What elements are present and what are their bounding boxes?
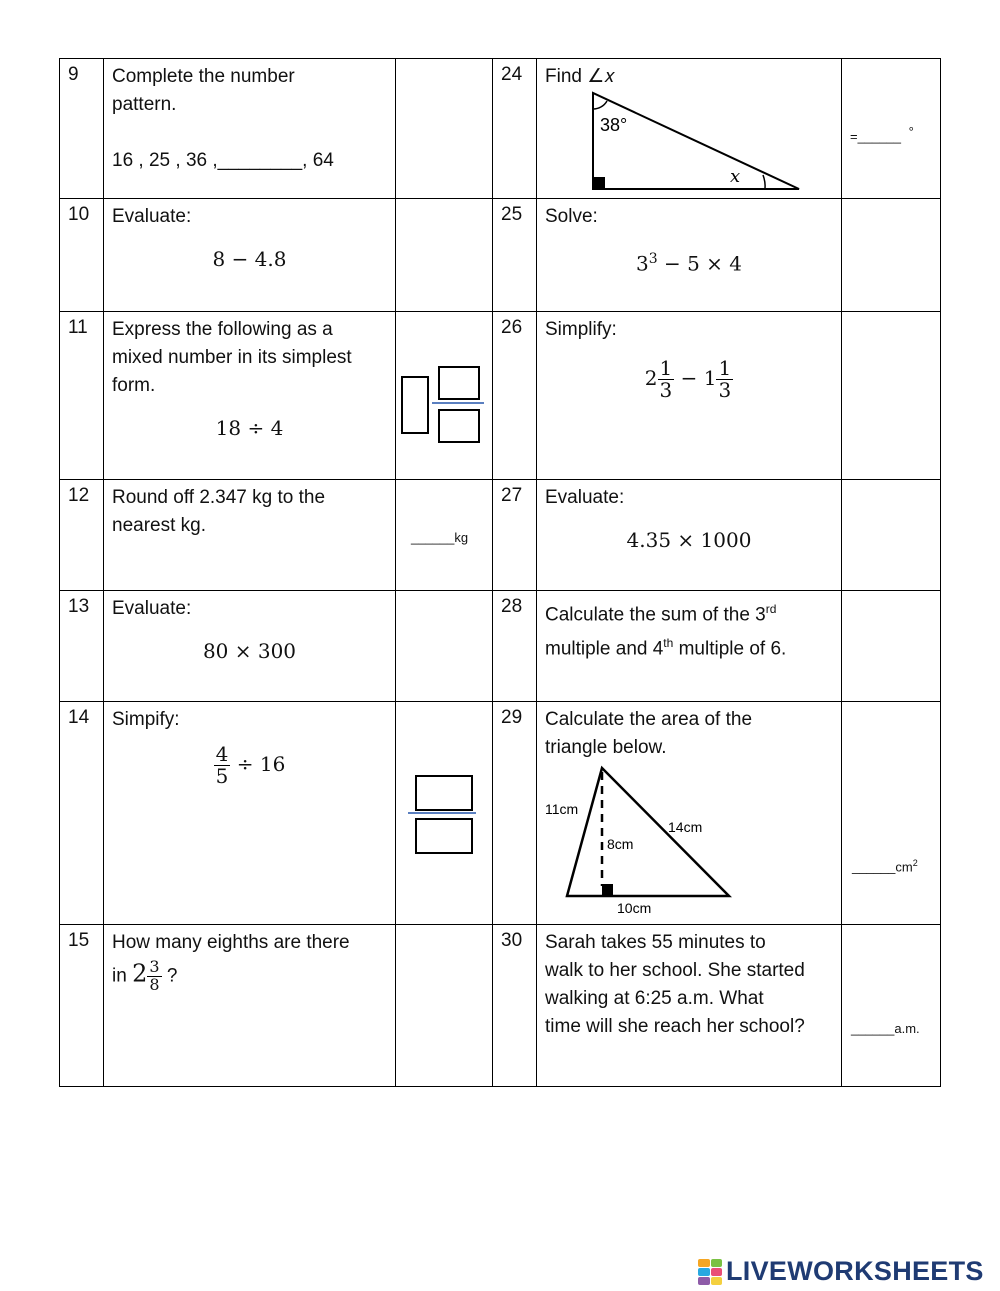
answer-cell-27[interactable] (842, 480, 941, 591)
table-row (60, 312, 941, 480)
question-number: 11 (60, 312, 104, 480)
denominator: 3 (718, 378, 732, 402)
table-row (60, 480, 941, 591)
answer-blank: ______ (851, 1021, 895, 1036)
text: Calculate the sum of the 3 (545, 604, 766, 626)
numerator: 3 (149, 957, 160, 976)
question-text: Sarah takes 55 minutes to (545, 932, 766, 953)
degree-unit: ° (908, 124, 914, 139)
answer-cell-14 (396, 702, 493, 925)
question-title: Simpify: (112, 709, 180, 730)
question-title: Simplify: (545, 319, 617, 340)
expression: 8 − 4.8 (212, 247, 287, 271)
table-row (60, 591, 941, 702)
answer-cell-12[interactable] (396, 480, 493, 591)
question-29 (537, 702, 842, 925)
question-text: How many eighths are there (112, 932, 350, 953)
ordinal-suffix: rd (765, 602, 777, 616)
question-26 (537, 312, 842, 480)
expr-exponent: 3 (648, 251, 658, 267)
question-text: triangle below. (545, 737, 667, 758)
question-12 (104, 480, 396, 591)
triangle-shape (567, 768, 729, 896)
numerator-input[interactable] (415, 775, 473, 811)
answer-cell-11 (396, 312, 493, 480)
text: ? (166, 965, 178, 987)
question-number: 14 (60, 702, 104, 925)
question-title: Find ∠𝑥 (545, 66, 615, 87)
question-title: Solve: (545, 206, 598, 227)
table-row (60, 199, 941, 312)
question-text: time will she reach her school? (545, 1016, 805, 1037)
question-text: form. (112, 375, 156, 396)
question-number: 28 (493, 591, 537, 702)
question-number: 15 (60, 925, 104, 1087)
question-text: Express the following as a (112, 319, 333, 340)
fraction-bar (432, 402, 484, 404)
worksheet-table (59, 58, 941, 1087)
number-pattern: 16 , 25 , 36 ,________, 64 (112, 150, 334, 171)
triangle-diagram (537, 764, 842, 914)
denominator: 3 (659, 378, 673, 402)
angle-arc (593, 101, 607, 109)
question-14 (104, 702, 396, 925)
answer-blank: ______ (411, 530, 455, 545)
answer-cell-28[interactable] (842, 591, 941, 702)
whole-number: 2 (132, 959, 148, 988)
fraction-bar (408, 812, 476, 814)
question-text (545, 629, 833, 663)
question-15 (104, 925, 396, 1087)
question-text: nearest kg. (112, 515, 206, 536)
question-text: walk to her school. She started (545, 960, 805, 981)
question-text: Complete the number (112, 66, 295, 87)
numerator: 1 (659, 356, 673, 380)
expression (545, 245, 833, 278)
table-row (60, 925, 941, 1087)
question-27 (537, 480, 842, 591)
angle-arc-x (763, 175, 765, 189)
answer-cell-10[interactable] (396, 199, 493, 312)
answer-cell-13[interactable] (396, 591, 493, 702)
question-text (545, 595, 833, 629)
right-triangle-diagram (537, 89, 837, 197)
brand-name: LIVEWORKSHEETS (726, 1256, 984, 1286)
question-text: Calculate the area of the (545, 709, 753, 730)
fraction-1 (658, 358, 675, 401)
question-number: 29 (493, 702, 537, 925)
denominator-input[interactable] (438, 409, 480, 443)
answer-unit: cm (895, 859, 913, 875)
mixed-fraction-expression (545, 358, 833, 401)
question-title: Evaluate: (545, 487, 625, 508)
question-number: 10 (60, 199, 104, 312)
question-25 (537, 199, 842, 312)
fraction-2 (716, 358, 733, 401)
whole-number-input[interactable] (401, 376, 429, 434)
table-row (60, 59, 941, 199)
question-11 (104, 312, 396, 480)
answer-cell-25[interactable] (842, 199, 941, 312)
answer-unit: a.m. (894, 1021, 920, 1036)
fraction (147, 959, 161, 994)
question-number: 26 (493, 312, 537, 480)
whole-2: 1 (703, 366, 717, 390)
answer-cell-26[interactable] (842, 312, 941, 480)
expression: 18 ÷ 4 (215, 416, 284, 440)
denominator-input[interactable] (415, 818, 473, 854)
whole-1: 2 (644, 366, 658, 390)
text: multiple and 4 (545, 638, 664, 660)
question-title: Evaluate: (112, 206, 192, 227)
fraction (214, 744, 231, 787)
question-30 (537, 925, 842, 1087)
expression: 4.35 × 1000 (626, 528, 752, 552)
question-text: mixed number in its simplest (112, 347, 352, 368)
liveworksheets-logo (698, 1256, 984, 1287)
variable-label: 𝑥 (730, 166, 741, 187)
triangle-shape (593, 93, 799, 189)
answer-cell-24[interactable] (842, 59, 941, 199)
question-text (112, 959, 387, 994)
numerator: 1 (718, 356, 732, 380)
unit-exponent: 2 (912, 858, 918, 868)
fraction-expression (112, 744, 387, 787)
question-number: 9 (60, 59, 104, 199)
question-text: walking at 6:25 a.m. What (545, 988, 764, 1009)
question-28 (537, 591, 842, 702)
question-number: 25 (493, 199, 537, 312)
question-9 (104, 59, 396, 199)
side-label-left: 11cm (545, 801, 579, 817)
question-10 (104, 199, 396, 312)
right-angle-marker (593, 177, 605, 189)
expr-rest: − 5 × 4 (657, 251, 743, 276)
question-number: 30 (493, 925, 537, 1087)
right-angle-marker (602, 884, 613, 896)
numerator-input[interactable] (438, 366, 480, 400)
question-title: Evaluate: (112, 598, 192, 619)
answer-cell-9[interactable] (396, 59, 493, 199)
question-number: 13 (60, 591, 104, 702)
expr-base: 3 (635, 251, 649, 276)
question-13 (104, 591, 396, 702)
angle-label: 38° (600, 115, 628, 135)
answer-blank: =______ (850, 129, 901, 144)
text: multiple of 6. (673, 638, 787, 660)
question-24 (537, 59, 842, 199)
table-row (60, 702, 941, 925)
side-label-right: 14cm (668, 819, 703, 835)
expr-rest: ÷ 16 (230, 752, 286, 776)
question-number: 27 (493, 480, 537, 591)
question-number: 12 (60, 480, 104, 591)
base-label: 10cm (617, 900, 652, 914)
answer-cell-15[interactable] (396, 925, 493, 1087)
question-number: 24 (493, 59, 537, 199)
logo-icon (698, 1259, 722, 1285)
answer-unit: kg (454, 530, 469, 545)
operator: − (674, 366, 704, 390)
answer-cell-29[interactable] (842, 702, 941, 925)
question-text: Round off 2.347 kg to the (112, 487, 326, 508)
denominator: 8 (149, 974, 160, 994)
text: in (112, 965, 127, 987)
answer-blank: ______ (852, 859, 896, 875)
denominator: 5 (215, 764, 229, 788)
ordinal-suffix: th (663, 636, 674, 651)
height-label: 8cm (607, 836, 634, 852)
question-text: pattern. (112, 94, 177, 115)
numerator: 4 (215, 742, 229, 766)
expression: 80 × 300 (202, 639, 297, 663)
answer-cell-30[interactable] (842, 925, 941, 1087)
